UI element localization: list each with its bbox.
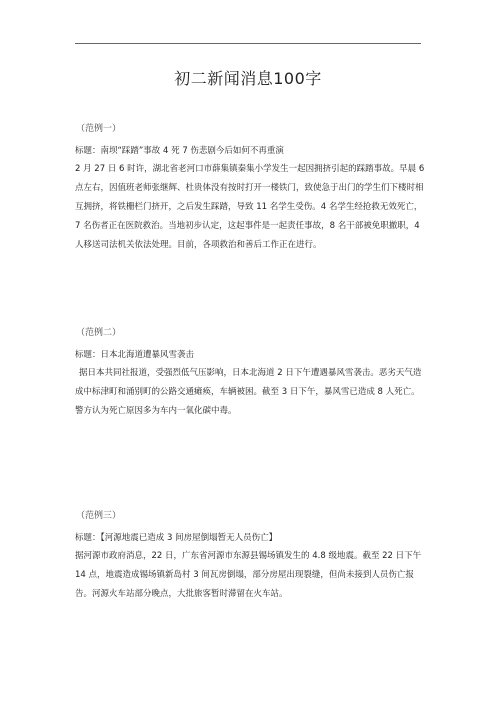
news-body: 据日本共同社报道，受强烈低气压影响，日本北海道 2 日下午遭遇暴风雪袭击。恶劣天气造成中标津町和涌别町的公路交通瘫痪，车辆被困。截至 3 日下午，暴风雪已造成 8 人死亡。警方认为死亡原因多为车内一氧化碳中毒。	[75, 368, 422, 416]
document-title: 初二新闻消息100字	[174, 69, 322, 88]
news-body: 据河源市政府消息，22 日，广东省河源市东源县锡场镇发生的 4.8 级地震。截至 22 日下午 14 点，地震造成锡场镇新岛村 3 间瓦房倒塌，部分房屋出现裂缝，但尚未接到人员伤亡报告。河源火车站部分晚点，大批旅客暂时滞留在火车站。	[75, 551, 422, 599]
example-tag: （范例一）	[76, 124, 122, 134]
example-section-2	[75, 325, 425, 421]
news-body: 2 月 27 日 6 时许，湖北省老河口市薛集镇秦集小学发生一起因拥挤引起的踩踏事故。早晨 6 点左右，因值班老师张继辉、杜贵体没有按时打开一楼铁门，致使急于出门的学生们下楼时相互拥挤，将铁栅栏门挤开，之后发生踩踏，导致 11 名学生受伤。4 名学生经抢救无效死亡，7 名伤者正在医院救治。当地初步认定，这起事件是一起责任事故，8 名干部被免职撤职，4 人移送司法机关依法处理。目前，各项救治和善后工作正在进行。	[75, 164, 425, 250]
example-tag: （范例三）	[76, 511, 122, 521]
header-rule	[75, 43, 421, 44]
news-headline: 标题：日本北海道遭暴风雪袭击	[75, 350, 195, 360]
example-section-3	[75, 508, 425, 604]
news-headline: 标题：【河源地震已造成 3 间房屋倒塌暂无人员伤亡】	[75, 533, 278, 543]
news-headline: 标题：南坝“踩踏”事故 4 死 7 伤悲剧今后如何不再重演	[75, 146, 284, 156]
example-section-1	[75, 121, 425, 255]
example-tag: （范例二）	[76, 328, 122, 338]
